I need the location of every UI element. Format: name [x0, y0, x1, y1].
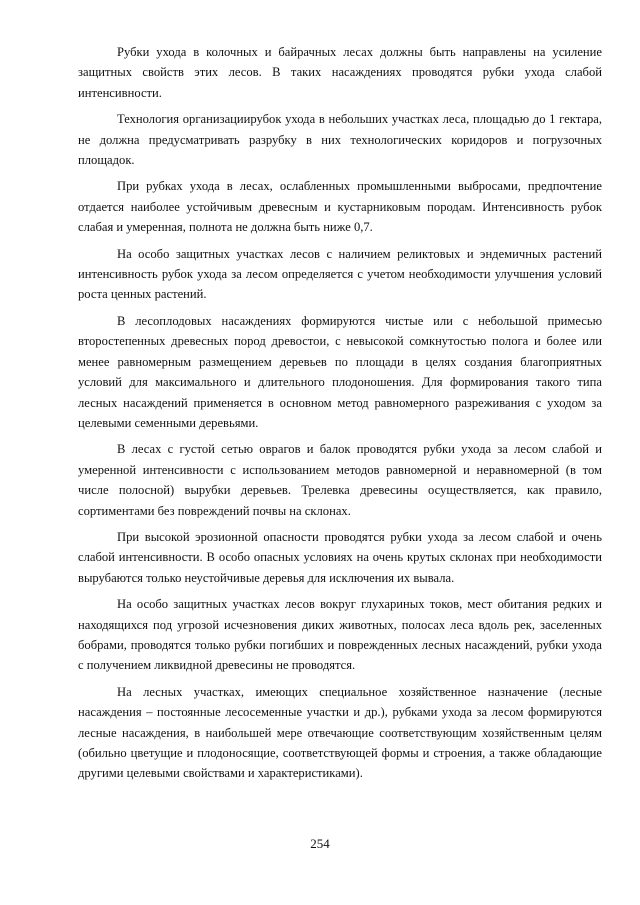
paragraph-4: На особо защитных участках лесов с наличием реликтовых и эндемичных растений интенсивность рубок ухода за лесом определяется с учетом необходимости улучшения условий роста ценных растений.: [78, 246, 602, 302]
paragraph-6: В лесах с густой сетью оврагов и балок проводятся рубки ухода за лесом слабой и умеренной интенсивности с использованием методов равномерной и неравномерной (в том числе полосной) вырубки деревьев. Трелевка древесины осуществляется, как правило, сортиментами без повреждений почвы на склонах.: [78, 442, 602, 518]
page-number: 254: [310, 836, 330, 851]
paragraph-9: На лесных участках, имеющих специальное хозяйственное назначение (лесные насаждения – постоянные лесосеменные участки и др.), рубками ухода за лесом формируются лесные насаждения, в наибольшей мере отвечающие соответствующим хозяйственным целям (обильно цветущие и плодоносящие, соответствующей формы и строения, а также обладающие другими целевыми свойствами и характеристиками).: [78, 684, 602, 781]
paragraph-1: Рубки ухода в колочных и байрачных лесах должны быть направлены на усиление защитных свойств этих лесов. В таких насаждениях проводятся рубки ухода слабой интенсивности.: [78, 45, 602, 100]
paragraph-7: При высокой эрозионной опасности проводятся рубки ухода за лесом слабой и очень слабой интенсивности. В особо опасных условиях на очень крутых склонах при необходимости вырубаются только неустойчивые деревья для исключения их вывала.: [78, 529, 602, 585]
paragraph-8: На особо защитных участках лесов вокруг глухариных токов, мест обитания редких и находящихся под угрозой исчезновения диких животных, полосах леса вдоль рек, заселенных бобрами, проводятся только рубки погибших и поврежденных лесных насаждений, рубки ухода с получением ликвидной древесины не проводятся.: [78, 597, 602, 673]
paragraph-5: В лесоплодовых насаждениях формируются чистые или с небольшой примесью второстепенных древесных пород древостои, с невысокой сомкнутостью полога и более или менее равномерным размещением деревьев по площади в целях создания благоприятных условий для максимального и длительного плодоношения. Для формирования такого типа лесных насаждений применяется в основном метод равномерного разреживания с уходом за целевыми семенными деревьями.: [78, 313, 602, 430]
body-text: [78, 42, 602, 790]
paragraph-2: Технология организациирубок ухода в небольших участках леса, площадью до 1 гектара, не должна предусматривать разрубку в них технологических коридоров и погрузочных площадок.: [78, 112, 602, 168]
paragraph-3: При рубках ухода в лесах, ослабленных промышленными выбросами, предпочтение отдается наиболее устойчивым древесным и кустарниковым породам. Интенсивность рубок слабая и умеренная, полнота не должна быть ниже 0,7.: [78, 179, 602, 235]
